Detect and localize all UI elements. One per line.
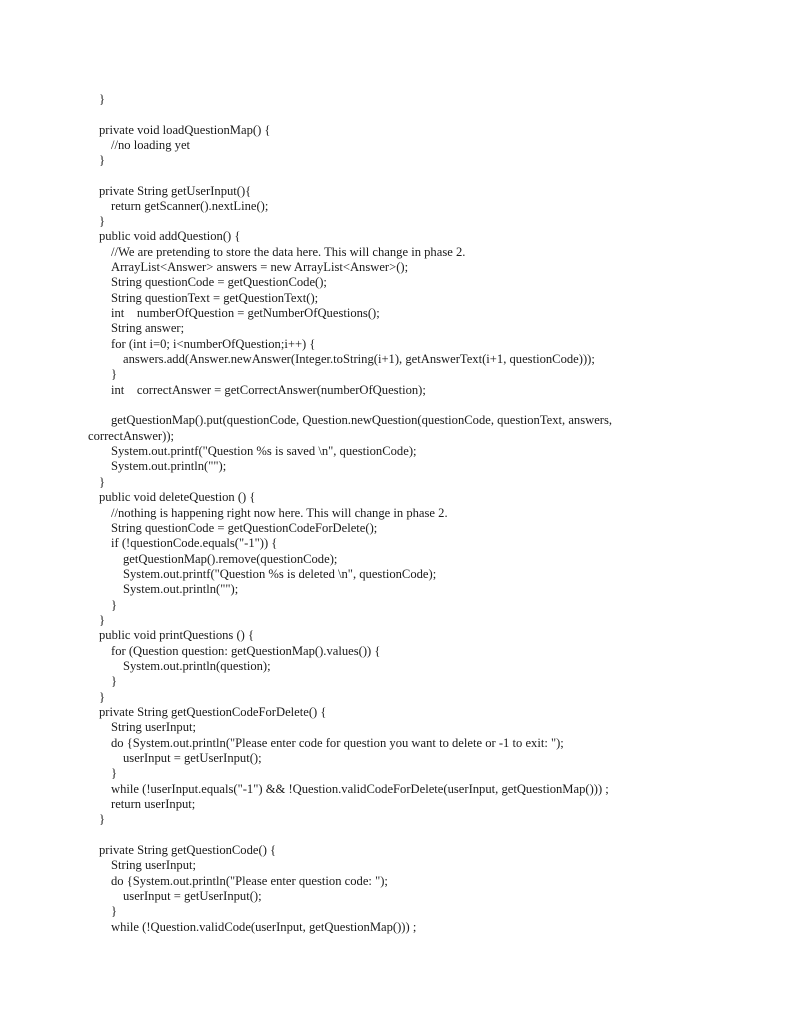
code-line: for (int i=0; i<numberOfQuestion;i++) { — [111, 337, 316, 351]
code-line: for (Question question: getQuestionMap().values()) { — [111, 644, 381, 658]
code-line: } — [111, 674, 118, 688]
code-line: System.out.println(""); — [111, 459, 227, 473]
code-line: return getScanner().nextLine(); — [111, 199, 269, 213]
code-line: } — [99, 214, 106, 228]
code-line: if (!questionCode.equals("-1")) { — [111, 536, 278, 550]
code-line: System.out.println(""); — [123, 582, 239, 596]
code-line: correctAnswer)); — [88, 429, 175, 443]
code-line: private String getQuestionCode() { — [99, 843, 277, 857]
code-line: String answer; — [111, 321, 185, 335]
code-line: private String getQuestionCodeForDelete() { — [99, 705, 327, 719]
code-line: return userInput; — [111, 797, 196, 811]
code-line: do {System.out.println("Please enter question code: "); — [111, 874, 388, 888]
code-line: } — [111, 598, 118, 612]
code-line: int correctAnswer = getCorrectAnswer(numberOfQuestion); — [111, 383, 426, 397]
code-line: public void deleteQuestion () { — [99, 490, 256, 504]
code-line: } — [99, 690, 106, 704]
code-line: do {System.out.println("Please enter code for question you want to delete or -1 to exit: "); — [111, 736, 564, 750]
code-line: ArrayList<Answer> answers = new ArrayList<Answer>(); — [111, 260, 409, 274]
code-line: while (!userInput.equals("-1") && !Question.validCodeForDelete(userInput, getQuestionMap())) ; — [111, 782, 609, 796]
code-line: String questionCode = getQuestionCodeForDelete(); — [111, 521, 378, 535]
code-line: public void addQuestion() { — [99, 229, 241, 243]
code-line: System.out.printf("Question %s is saved \n", questionCode); — [111, 444, 417, 458]
code-line: } — [111, 904, 118, 918]
code-line: public void printQuestions () { — [99, 628, 255, 642]
code-line: getQuestionMap().remove(questionCode); — [123, 552, 338, 566]
code-line: } — [99, 613, 106, 627]
code-line: String questionText = getQuestionText(); — [111, 291, 319, 305]
code-line: String userInput; — [111, 858, 197, 872]
code-line: private String getUserInput(){ — [99, 184, 252, 198]
code-line: } — [111, 766, 118, 780]
code-line: userInput = getUserInput(); — [123, 889, 262, 903]
code-line: getQuestionMap().put(questionCode, Question.newQuestion(questionCode, questionText, answers, — [111, 413, 613, 427]
code-line: } — [99, 475, 106, 489]
code-line: //nothing is happening right now here. This will change in phase 2. — [111, 506, 448, 520]
code-line: answers.add(Answer.newAnswer(Integer.toString(i+1), getAnswerText(i+1, questionCode))); — [123, 352, 595, 366]
code-line: System.out.println(question); — [123, 659, 271, 673]
code-line: } — [99, 812, 106, 826]
code-line: userInput = getUserInput(); — [123, 751, 262, 765]
code-line: } — [111, 367, 118, 381]
code-line: } — [99, 153, 106, 167]
code-line: private void loadQuestionMap() { — [99, 123, 271, 137]
code-line: //We are pretending to store the data here. This will change in phase 2. — [111, 245, 466, 259]
code-line: int numberOfQuestion = getNumberOfQuestions(); — [111, 306, 380, 320]
code-line: } — [99, 92, 106, 106]
code-line: String userInput; — [111, 720, 197, 734]
code-line: //no loading yet — [111, 138, 191, 152]
code-line: String questionCode = getQuestionCode(); — [111, 275, 327, 289]
code-line: System.out.printf("Question %s is deleted \n", questionCode); — [123, 567, 437, 581]
code-line: while (!Question.validCode(userInput, getQuestionMap())) ; — [111, 920, 417, 934]
